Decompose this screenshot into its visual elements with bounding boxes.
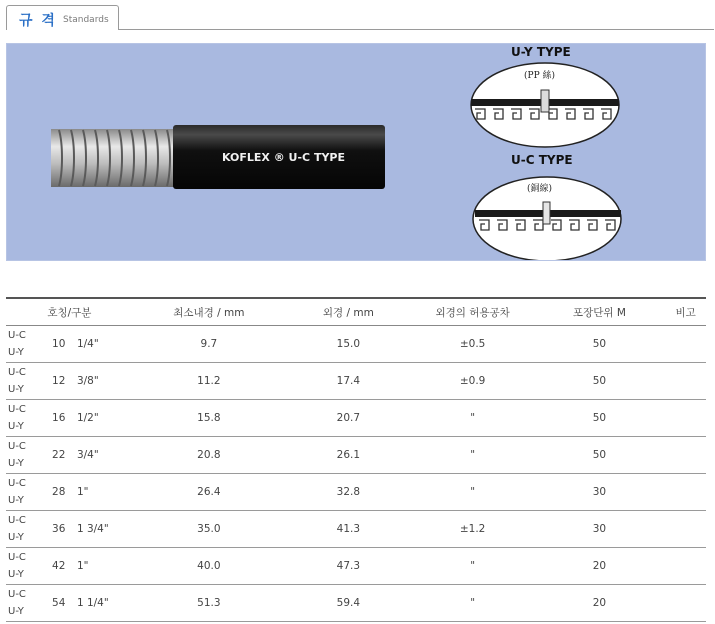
tolerance-cell: ±0.9	[412, 363, 534, 400]
tab-subtitle: Standards	[63, 15, 109, 25]
table-row	[6, 511, 706, 548]
inch-cell: 1 3/4"	[73, 511, 133, 548]
size-cell: 42	[45, 548, 73, 585]
note-cell	[665, 400, 706, 437]
packing-cell: 50	[533, 437, 665, 474]
table-row	[6, 400, 706, 437]
od-cell: 32.8	[285, 474, 412, 511]
type-uc: U-C	[8, 367, 26, 378]
uy-material-label: (PP 絲)	[524, 71, 555, 81]
note-cell	[665, 326, 706, 363]
type-uc: U-C	[8, 441, 26, 452]
type-uc: U-C	[8, 515, 26, 526]
od-cell: 15.0	[285, 326, 412, 363]
tolerance-cell: "	[412, 585, 534, 622]
spec-table	[6, 297, 706, 622]
min-id-cell: 51.3	[133, 585, 285, 622]
tolerance-cell: "	[412, 474, 534, 511]
uc-copper-wire	[543, 202, 550, 224]
type-uc: U-C	[8, 330, 26, 341]
inch-cell: 1"	[73, 548, 133, 585]
col-header-tolerance: 외경의 허용공차	[412, 298, 534, 326]
tab-standards[interactable]	[6, 5, 119, 30]
type-cell	[6, 363, 45, 400]
inch-cell: 3/8"	[73, 363, 133, 400]
type-uy: U-Y	[8, 532, 24, 543]
inch-cell: 1"	[73, 474, 133, 511]
size-cell: 54	[45, 585, 73, 622]
od-cell: 17.4	[285, 363, 412, 400]
od-cell: 26.1	[285, 437, 412, 474]
type-cell	[6, 585, 45, 622]
table-row	[6, 474, 706, 511]
type-cell	[6, 326, 45, 363]
od-cell: 20.7	[285, 400, 412, 437]
min-id-cell: 11.2	[133, 363, 285, 400]
size-cell: 22	[45, 437, 73, 474]
col-header-min-id: 최소내경 / mm	[133, 298, 285, 326]
table-row	[6, 437, 706, 474]
note-cell	[665, 548, 706, 585]
min-id-cell: 20.8	[133, 437, 285, 474]
uc-type-label: U-C TYPE	[511, 153, 573, 167]
tab-title: 규 격	[19, 13, 57, 29]
col-header-size: 호칭/구분	[6, 298, 133, 326]
packing-cell: 50	[533, 363, 665, 400]
size-cell: 36	[45, 511, 73, 548]
type-uy: U-Y	[8, 421, 24, 432]
od-cell: 47.3	[285, 548, 412, 585]
packing-cell: 50	[533, 326, 665, 363]
tolerance-cell: ±0.5	[412, 326, 534, 363]
min-id-cell: 9.7	[133, 326, 285, 363]
uy-type-label: U-Y TYPE	[511, 45, 571, 59]
note-cell	[665, 363, 706, 400]
packing-cell: 20	[533, 548, 665, 585]
tolerance-cell: ±1.2	[412, 511, 534, 548]
type-cell	[6, 511, 45, 548]
type-cell	[6, 437, 45, 474]
tolerance-cell: "	[412, 400, 534, 437]
type-uc: U-C	[8, 478, 26, 489]
inch-cell: 1 1/4"	[73, 585, 133, 622]
table-row	[6, 585, 706, 622]
inch-cell: 1/2"	[73, 400, 133, 437]
min-id-cell: 15.8	[133, 400, 285, 437]
type-uc: U-C	[8, 589, 26, 600]
note-cell	[665, 585, 706, 622]
min-id-cell: 26.4	[133, 474, 285, 511]
table-row	[6, 363, 706, 400]
note-cell	[665, 474, 706, 511]
note-cell	[665, 511, 706, 548]
type-uc: U-C	[8, 404, 26, 415]
inch-cell: 1/4"	[73, 326, 133, 363]
size-cell: 12	[45, 363, 73, 400]
uc-material-label: (銅線)	[527, 184, 553, 194]
packing-cell: 20	[533, 585, 665, 622]
type-uy: U-Y	[8, 495, 24, 506]
packing-cell: 50	[533, 400, 665, 437]
type-uy: U-Y	[8, 569, 24, 580]
type-cell	[6, 400, 45, 437]
type-uy: U-Y	[8, 347, 24, 358]
packing-cell: 30	[533, 474, 665, 511]
type-cell	[6, 548, 45, 585]
type-uy: U-Y	[8, 458, 24, 469]
min-id-cell: 40.0	[133, 548, 285, 585]
note-cell	[665, 437, 706, 474]
inch-cell: 3/4"	[73, 437, 133, 474]
type-uc: U-C	[8, 552, 26, 563]
type-uy: U-Y	[8, 384, 24, 395]
od-cell: 41.3	[285, 511, 412, 548]
size-cell: 16	[45, 400, 73, 437]
size-cell: 10	[45, 326, 73, 363]
od-cell: 59.4	[285, 585, 412, 622]
packing-cell: 30	[533, 511, 665, 548]
size-cell: 28	[45, 474, 73, 511]
tolerance-cell: "	[412, 548, 534, 585]
col-header-od: 외경 / mm	[285, 298, 412, 326]
table-row	[6, 548, 706, 585]
table-header-row	[6, 298, 706, 326]
uy-pp-thread	[541, 90, 549, 112]
min-id-cell: 35.0	[133, 511, 285, 548]
col-header-note: 비고	[665, 298, 706, 326]
tolerance-cell: "	[412, 437, 534, 474]
product-illustration	[7, 44, 706, 261]
hose-label: KOFLEX ® U-C TYPE	[222, 151, 346, 164]
type-uy: U-Y	[8, 606, 24, 617]
product-image	[6, 43, 706, 261]
col-header-packing: 포장단위 M	[533, 298, 665, 326]
type-cell	[6, 474, 45, 511]
table-row	[6, 326, 706, 363]
